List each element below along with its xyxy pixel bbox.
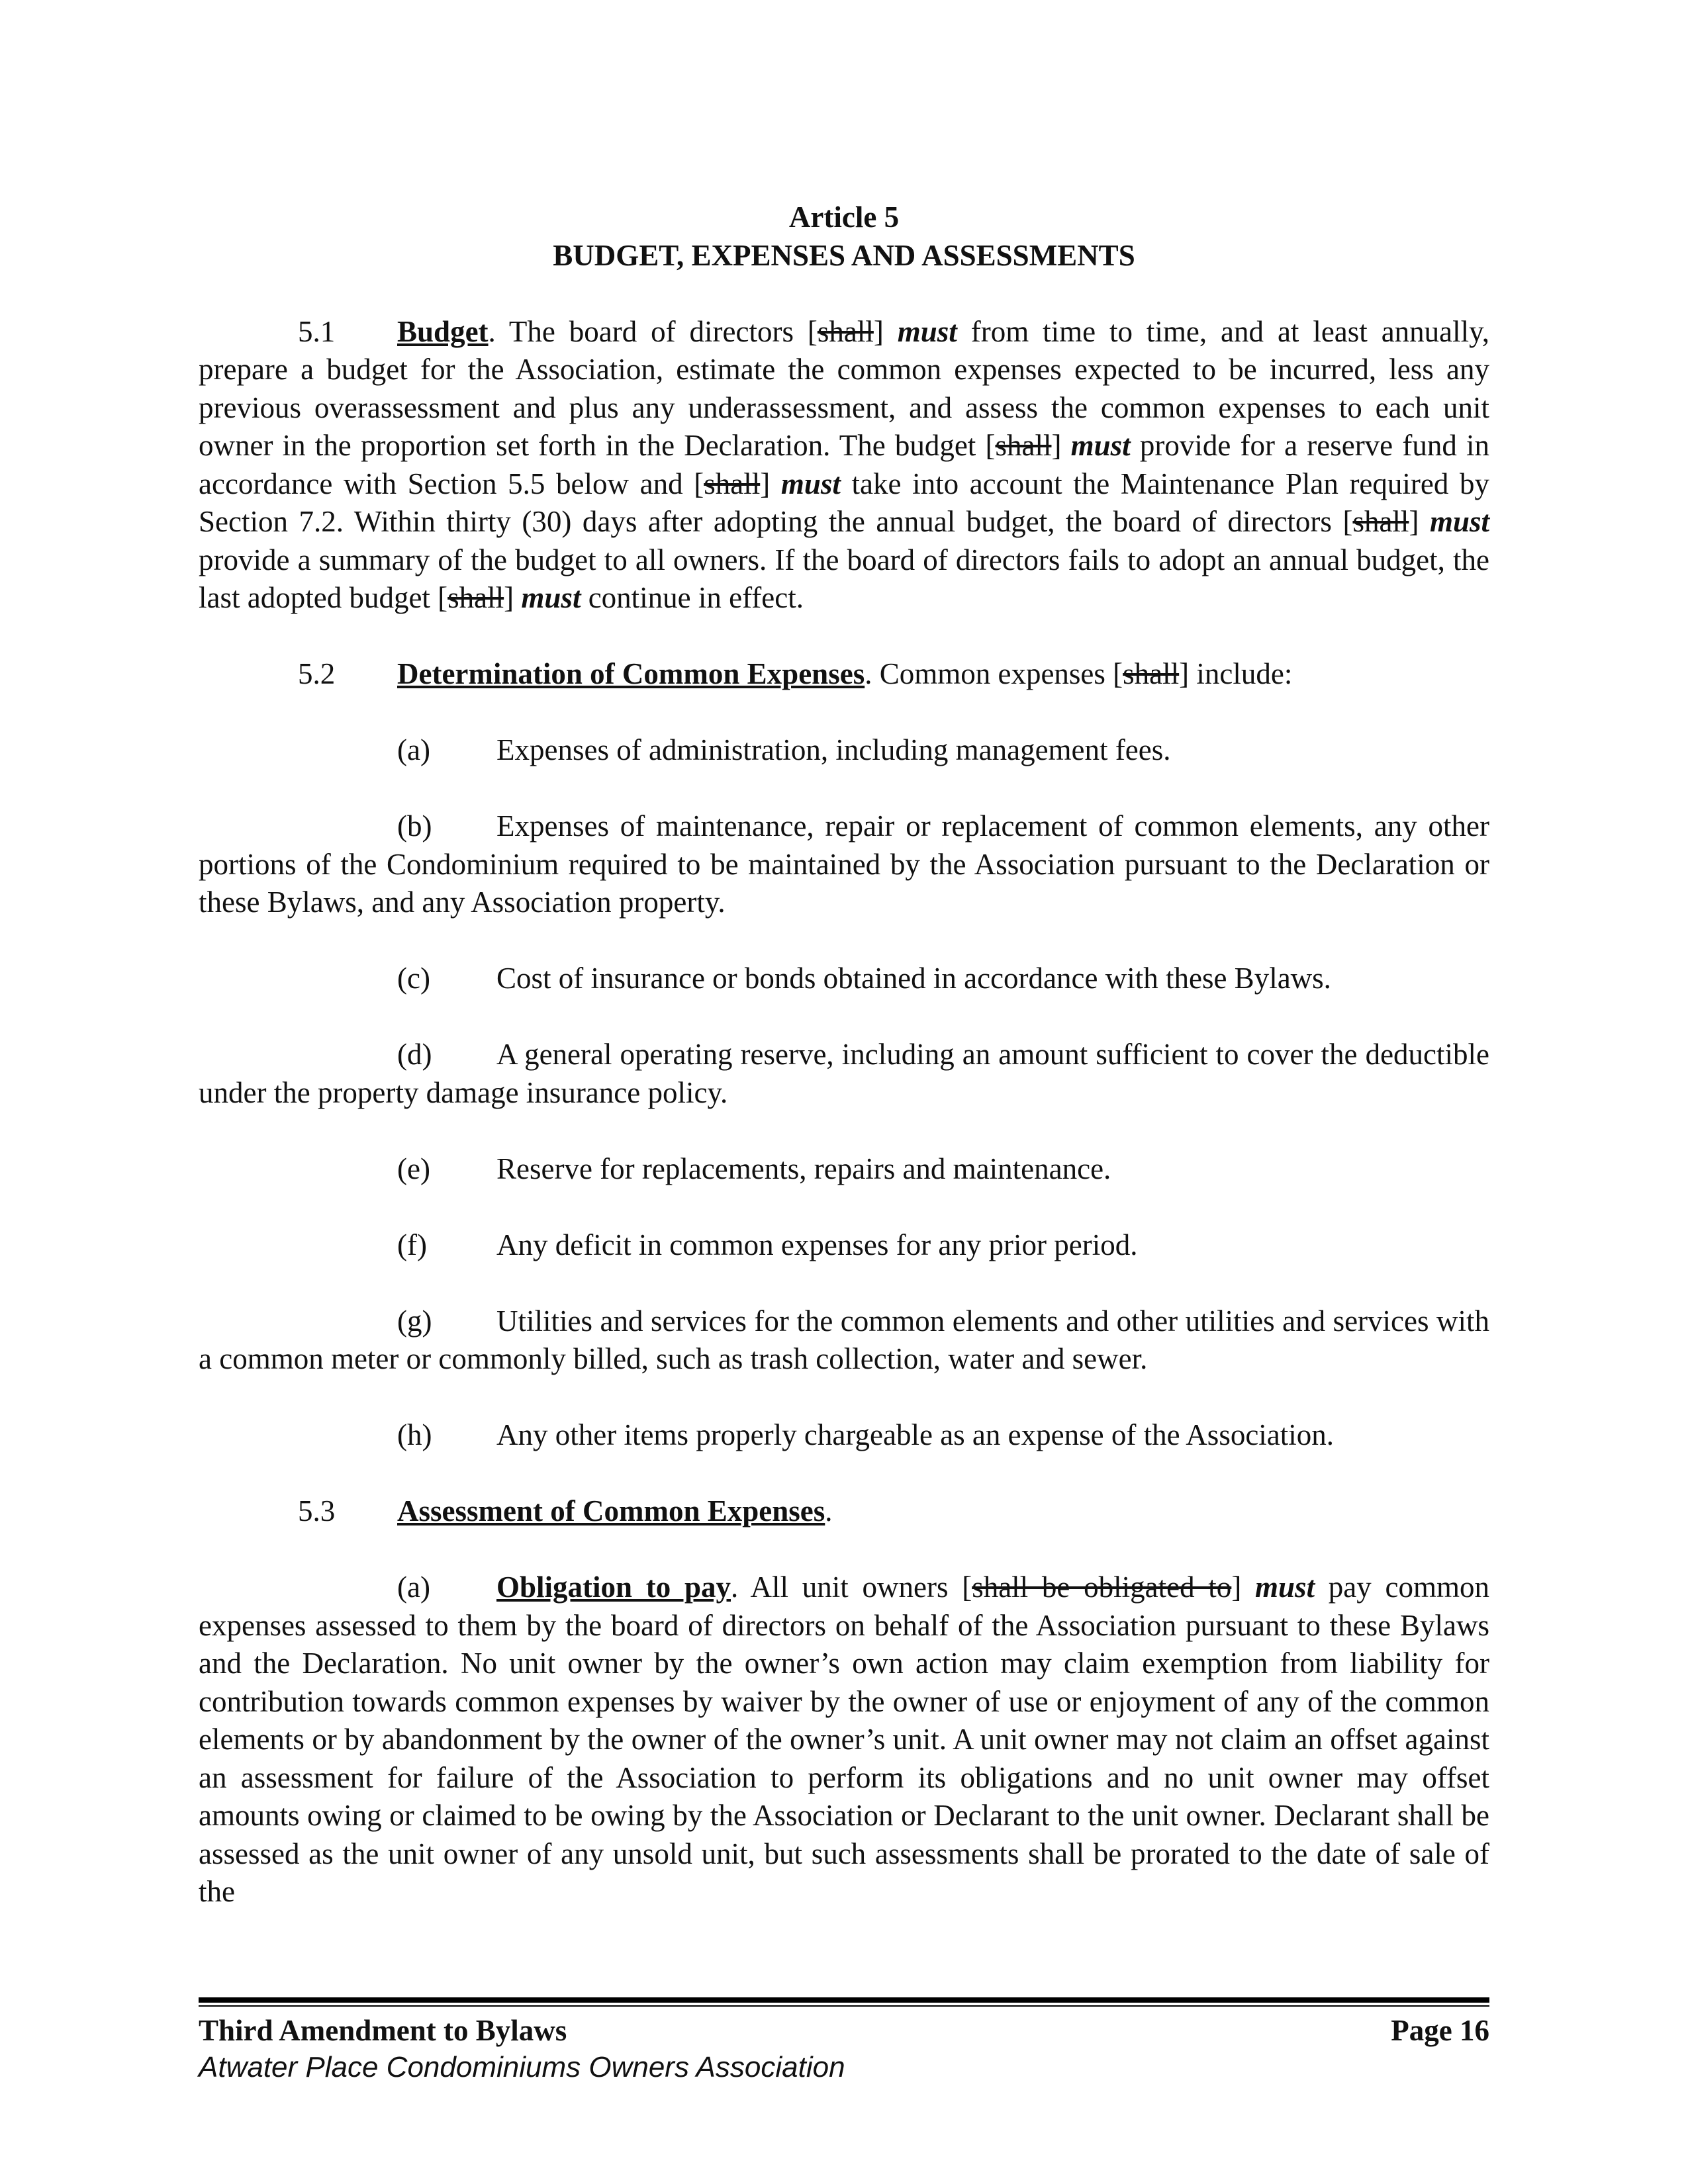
struck-text: shall be obligated to: [972, 1570, 1232, 1604]
page-footer: [199, 2012, 1489, 2086]
footer-document-title: Third Amendment to Bylaws: [199, 2014, 567, 2047]
item-label: (h): [397, 1418, 432, 1451]
list-item: [199, 1150, 1489, 1189]
list-item: [199, 1036, 1489, 1112]
inserted-text: must: [521, 581, 581, 614]
item-label: (f): [397, 1228, 427, 1261]
list-item: [199, 1302, 1489, 1379]
item-label: (a): [397, 733, 430, 766]
item-text: A general operating reserve, including an amount sufficient to cover the deductible under the property damage insurance policy.: [199, 1038, 1489, 1109]
inserted-text: must: [1070, 429, 1131, 462]
item-text: Cost of insurance or bonds obtained in accordance with these Bylaws.: [496, 962, 1331, 995]
section-5-3: 5.3 Assessment of Common Expenses.: [199, 1492, 1489, 1531]
section-heading: Assessment of Common Expenses: [397, 1494, 825, 1527]
section-5-3-a: (a) Obligation to pay. All unit owners [shall be obligated to] must pay common expenses assessed to them by the board of directors on behalf of the Association pursuant to these Bylaws and the Declaration. No unit owner by the owner’s own action may claim exemption from liability for contribution towards common expenses by waiver by the owner of use or enjoyment of any of the common elements or by abandonment by the owner of the owner’s unit. A unit owner may not claim an offset against an assessment for failure of the Association to perform its obligations and no unit owner may offset amounts owing or claimed to be owing by the Association or Declarant to the unit owner. Declarant shall be assessed as the unit owner of any unsold unit, but such assessments shall be prorated to the date of sale of the: [199, 1569, 1489, 1911]
item-label: (d): [397, 1038, 432, 1071]
article-title: BUDGET, EXPENSES AND ASSESSMENTS: [553, 238, 1135, 272]
inserted-text: must: [1429, 505, 1489, 538]
item-label: (a): [397, 1570, 430, 1604]
section-number: 5.1: [298, 314, 336, 348]
item-label: (g): [397, 1304, 432, 1338]
section-number: 5.3: [298, 1494, 336, 1527]
footer-association-name: Atwater Place Condominiums Owners Association: [199, 2051, 845, 2083]
section-heading: Budget: [397, 314, 489, 348]
list-item: [199, 960, 1489, 998]
article-number: Article 5: [788, 201, 900, 234]
section-5-2: 5.2 Determination of Common Expenses. Common expenses [shall] include:: [199, 655, 1489, 694]
item-text: Reserve for replacements, repairs and maintenance.: [496, 1152, 1111, 1185]
inserted-text: must: [780, 467, 841, 500]
struck-text: shall: [447, 581, 504, 614]
item-text: Expenses of maintenance, repair or replacement of common elements, any other portions of the Condominium required to be maintained by the Association pursuant to the Declaration or these Bylaws, and any Association property.: [199, 809, 1489, 919]
item-label: (e): [397, 1152, 430, 1185]
section-number: 5.2: [298, 657, 336, 690]
section-5-1: 5.1 Budget. The board of directors [shall] must from time to time, and at least annually, prepare a budget for the Association, estimate the common expenses expected to be incurred, less any previous overassessment and plus any underassessment, and assess the common expenses to each unit owner in the proportion set forth in the Declaration. The budget [shall] must provide for a reserve fund in accordance with Section 5.5 below and [shall] must take into account the Maintenance Plan required by Section 7.2. Within thirty (30) days after adopting the annual budget, the board of directors [shall] must provide a summary of the budget to all owners. If the board of directors fails to adopt an annual budget, the last adopted budget [shall] must continue in effect.: [199, 313, 1489, 617]
item-text: Utilities and services for the common elements and other utilities and services with a common meter or commonly billed, such as trash collection, water and sewer.: [199, 1304, 1489, 1375]
struck-text: shall: [1352, 505, 1409, 538]
item-text: Any deficit in common expenses for any prior period.: [496, 1228, 1138, 1261]
list-item: [199, 1416, 1489, 1455]
struck-text: shall: [1123, 657, 1180, 690]
inserted-text: must: [1255, 1570, 1315, 1604]
page-number: Page 16: [1391, 2014, 1489, 2047]
footer-divider: [199, 1997, 1489, 2008]
struck-text: shall: [817, 314, 874, 348]
inserted-text: must: [897, 314, 957, 348]
item-text: Any other items properly chargeable as an expense of the Association.: [496, 1418, 1335, 1451]
list-item: [199, 731, 1489, 770]
item-label: (c): [397, 962, 430, 995]
item-label: (b): [397, 809, 432, 842]
section-heading: Determination of Common Expenses: [397, 657, 865, 690]
list-item: [199, 807, 1489, 922]
subsection-heading: Obligation to pay: [496, 1570, 731, 1604]
struck-text: shall: [704, 467, 761, 500]
item-text: Expenses of administration, including management fees.: [496, 733, 1171, 766]
page-body: [199, 199, 1489, 1911]
struck-text: shall: [995, 429, 1052, 462]
list-item: [199, 1226, 1489, 1265]
